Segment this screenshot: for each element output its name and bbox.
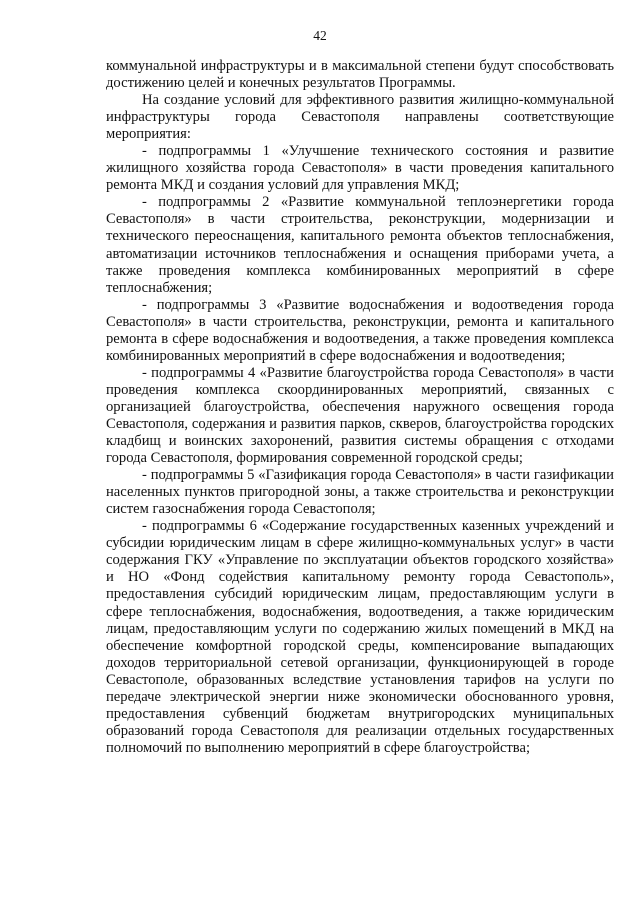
paragraph-subprogram-5: - подпрограммы 5 «Газификация города Севастополя» в части газификации населенных пунктов пригородной зоны, а также строительства и реконструкции систем газоснабжения города Севастополя;: [106, 467, 614, 518]
paragraph-subprogram-2: - подпрограммы 2 «Развитие коммунальной теплоэнергетики города Севастополя» в части строительства, реконструкции, модернизации и технического переоснащения, капитального ремонта объектов теплоснабжения, автоматизации источников теплоснабжения и оснащения приборами учета, а также проведения комплекса комбинированных мероприятий в сфере теплоснабжения;: [106, 194, 614, 296]
paragraph-subprogram-1: - подпрограммы 1 «Улучшение технического состояния и развитие жилищного хозяйства города Севастополя» в части проведения капитального ремонта МКД и создания условий для управления МКД;: [106, 143, 614, 194]
paragraph-subprogram-6: - подпрограммы 6 «Содержание государственных казенных учреждений и субсидии юридическим лицам в сфере жилищно-коммунальных услуг» в части содержания ГКУ «Управление по эксплуатации объектов городского хозяйства» и НО «Фонд содействия капитальному ремонту города Севастополь», предоставления субсидий юридическим лицам, предоставляющим услуги в сфере теплоснабжения, водоснабжения, водоотведения, а также юридическим лицам, предоставляющим услуги по содержанию жилых помещений в МКД на обеспечение комфортной городской среды, компенсирование выпадающих доходов территориальной сетевой организации, функционирующей в городе Севастополе, образованных вследствие установления тарифов на услуги по передаче электрической энергии ниже экономически обоснованного уровня, предоставления субвенций бюджетам внутригородских муниципальных образований города Севастополя для реализации отдельных государственных полномочий по выполнению мероприятий в сфере благоустройства;: [106, 518, 614, 756]
paragraph-continuation: коммунальной инфраструктуры и в максимальной степени будут способствовать достижению целей и конечных результатов Программы.: [106, 58, 614, 92]
page-number: 42: [313, 28, 327, 43]
paragraph-subprogram-3: - подпрограммы 3 «Развитие водоснабжения и водоотведения города Севастополя» в части строительства, реконструкции, ремонта и капитального ремонта в сфере водоснабжения и водоотведения, а также проведения комплекса комбинированных мероприятий в сфере водоснабжения и водоотведения;: [106, 296, 614, 364]
paragraph-subprogram-4: - подпрограммы 4 «Развитие благоустройства города Севастополя» в части проведения комплекса скоординированных мероприятий, связанных с организацией благоустройства, обеспечения наружного освещения города Севастополя, содержания и развития парков, скверов, благоустройства городских кладбищ и воинских захоронений, развития системы обращения с отходами города Севастополя, формирования современной городской среды;: [106, 364, 614, 467]
document-body: [106, 58, 614, 757]
paragraph-intro-measures: На создание условий для эффективного развития жилищно-коммунальной инфраструктуры города Севастополя направлены соответствующие мероприятия:: [106, 92, 614, 143]
